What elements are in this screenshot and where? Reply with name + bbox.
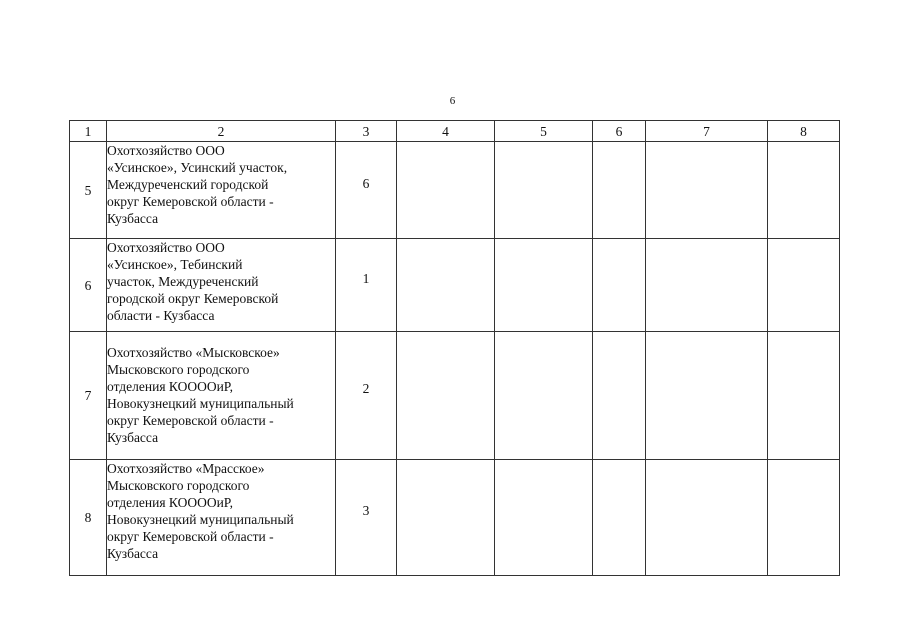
- table-cell: [397, 460, 495, 576]
- table-cell: [495, 332, 593, 460]
- column-header: 1: [70, 121, 107, 142]
- table-cell: [593, 239, 646, 332]
- table-cell: [646, 332, 768, 460]
- hunting-ground-name: Охотхозяйство «Мрасское» Мысковского городского отделения КООООиР, Новокузнецкий муниципальный округ Кемеровской области - Кузбасса: [107, 460, 336, 576]
- hunting-ground-name: Охотхозяйство ООО «Усинское», Тебинский участок, Междуреченский городской округ Кемеровской области - Кузбасса: [107, 239, 336, 332]
- table-cell: [495, 239, 593, 332]
- row-number: 8: [70, 460, 107, 576]
- table-row: [70, 142, 840, 239]
- column-header: 8: [768, 121, 840, 142]
- count-value: [336, 142, 397, 239]
- table-cell: [495, 460, 593, 576]
- row-number: 6: [70, 239, 107, 332]
- count-value: [336, 332, 397, 460]
- table-cell: [768, 142, 840, 239]
- table-header-row: [70, 121, 840, 142]
- table-cell: [397, 142, 495, 239]
- count-value-text: 2: [362, 381, 370, 396]
- table-cell: [646, 460, 768, 576]
- page-number: 6: [449, 95, 456, 107]
- hunting-ground-name: Охотхозяйство ООО «Усинское», Усинский участок, Междуреченский городской округ Кемеровской области - Кузбасса: [107, 142, 336, 239]
- row-number: 5: [70, 142, 107, 239]
- table-cell: [397, 332, 495, 460]
- table-row: [70, 460, 840, 576]
- hunting-ground-name: Охотхозяйство «Мысковское» Мысковского городского отделения КООООиР, Новокузнецкий муниципальный округ Кемеровской области - Кузбасса: [107, 332, 336, 460]
- table-cell: [646, 142, 768, 239]
- table-cell: [646, 239, 768, 332]
- table-row: [70, 239, 840, 332]
- count-value-text: 6: [362, 175, 370, 191]
- column-header: 3: [336, 121, 397, 142]
- table-cell: [768, 239, 840, 332]
- table-cell: [768, 460, 840, 576]
- table-cell: [397, 239, 495, 332]
- table-cell: [593, 142, 646, 239]
- table-cell: [593, 332, 646, 460]
- table-cell: [768, 332, 840, 460]
- count-value: [336, 239, 397, 332]
- row-number: 7: [70, 332, 107, 460]
- table-row: [70, 332, 840, 460]
- table-cell: [593, 460, 646, 576]
- column-header: 5: [495, 121, 593, 142]
- column-header: 4: [397, 121, 495, 142]
- column-header: 6: [593, 121, 646, 142]
- data-table: [69, 120, 840, 576]
- column-header: 7: [646, 121, 768, 142]
- table-cell: [495, 142, 593, 239]
- count-value-text: 3: [362, 503, 370, 518]
- column-header: 2: [107, 121, 336, 142]
- count-value: [336, 460, 397, 576]
- count-value-text: 1: [362, 270, 370, 286]
